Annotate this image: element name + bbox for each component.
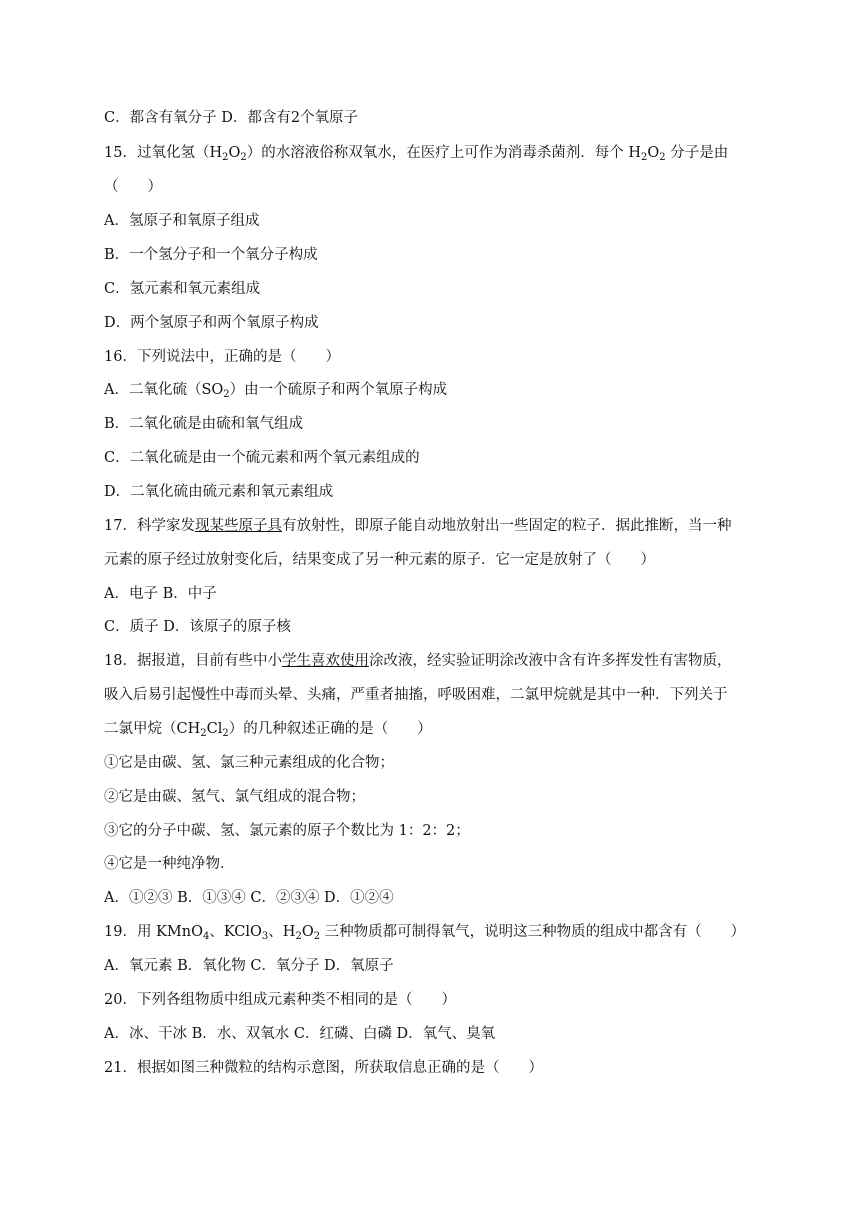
q15-option-a: A．氢原子和氧原子组成 <box>104 213 260 229</box>
q15-option-d: D．两个氢原子和两个氧原子构成 <box>104 315 319 331</box>
q21-stem: 21．根据如图三种微粒的结构示意图，所获取信息正确的是（ ） <box>104 1060 543 1076</box>
q16-option-b: B．二氧化硫是由硫和氧气组成 <box>104 416 304 432</box>
q14-options-cd: C．都含有氧分子 D．都含有2个氧原子 <box>104 110 359 126</box>
q19-options: A．氧元素 B．氧化物 C．氧分子 D．氧原子 <box>104 958 394 974</box>
q19-stem: 19．用 KMnO$_4$、KClO$_3$、$H_2O_2$ 三种物质都可制得氧气，说明这三种物质的组成中都含有（ ） <box>104 924 746 942</box>
q18-stem: 18．据报道，目前有些中小学生喜欢使用涂改液，经实验证明涂改液中含有许多挥发性有害物质， <box>104 653 732 669</box>
q16-option-c: C．二氧化硫是由一个硫元素和两个氧元素组成的 <box>104 450 420 466</box>
q18-options: A．①②③ B．①③④ C．②③④ D．①②④ <box>104 890 394 906</box>
q15-option-c: C．氢元素和氧元素组成 <box>104 281 261 297</box>
q15-stem: 15．过氧化氢$(H_2O_2)$的水溶液俗称双氧水，在医疗上可作为消毒杀菌剂．每个 $H_2O_2$ 分子是由 <box>104 145 729 163</box>
q16-option-a: A．二氧化硫$(SO_2)$由一个硫原子和两个氧原子构成 <box>104 382 448 400</box>
q18-statement-1: ①它是由碳、氢、氯三种元素组成的化合物； <box>104 755 394 771</box>
q18-statement-3: ③它的分子中碳、氢、氯元素的原子个数比为 1：2：2； <box>104 823 470 839</box>
q18-statement-2: ②它是由碳、氢气、氯气组成的混合物； <box>104 789 365 805</box>
q18-stem-cont-1: 吸入后易引起慢性中毒而头晕、头痛，严重者抽搐，呼吸困难，二氯甲烷就是其中一种．下列关于 <box>104 687 728 703</box>
q17-stem-cont: 元素的原子经过放射变化后，结果变成了另一种元素的原子．它一定是放射了（ ） <box>104 552 655 568</box>
q17-options-ab: A．电子 B．中子 <box>104 586 217 602</box>
q16-stem: 16．下列说法中，正确的是（ ） <box>104 349 340 365</box>
q17-stem: 17．科学家发现某些原子具有放射性，即原子能自动地放射出一些固定的粒子．据此推断，当一种 <box>104 518 732 534</box>
q16-option-d: D．二氧化硫由硫元素和氧元素组成 <box>104 484 334 500</box>
q20-stem: 20．下列各组物质中组成元素种类不相同的是（ ） <box>104 992 456 1008</box>
q18-stem-cont-2: 二氯甲烷$(CH_2Cl_2)$的几种叙述正确的是（ ） <box>104 721 432 739</box>
q20-options: A．冰、干冰 B．水、双氧水 C．红磷、白磷 D．氧气、臭氧 <box>104 1026 496 1042</box>
q15-option-b: B．一个氢分子和一个氧分子构成 <box>104 247 318 263</box>
q18-statement-4: ④它是一种纯净物． <box>104 856 235 872</box>
q17-options-cd: C．质子 D．该原子的原子核 <box>104 619 291 635</box>
q15-stem-cont: （ ） <box>104 179 162 195</box>
